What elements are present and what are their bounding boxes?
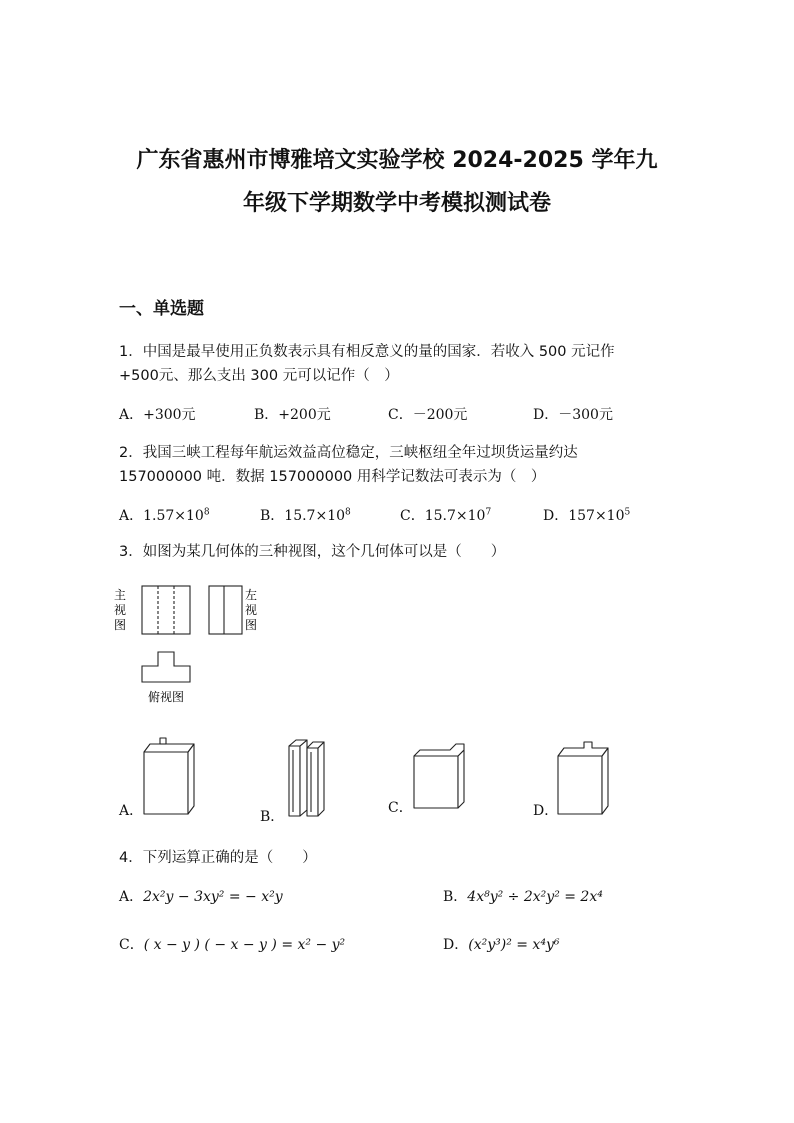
q1-option-c[interactable]: C．－200元 <box>388 407 468 423</box>
side-view-label-3: 图 <box>244 618 258 632</box>
q4-option-d-label: D． <box>443 937 469 953</box>
q2-option-b-base: 15.7×10 <box>284 508 346 524</box>
question-4-line1: 4．下列运算正确的是（ ） <box>119 850 317 866</box>
q3-option-b[interactable]: B． <box>260 809 285 825</box>
q4-option-a[interactable] <box>119 886 283 906</box>
q2-option-b[interactable] <box>260 505 351 525</box>
section-heading: 一、单选题 <box>119 299 204 319</box>
three-views-figure <box>110 580 280 710</box>
q3-option-a-solid <box>144 738 194 814</box>
question-2-line2: 157000000 吨．数据 157000000 用科学记数法可表示为（ ） <box>119 469 546 485</box>
question-3-line1: 3．如图为某几何体的三种视图，这个几何体可以是（ ） <box>119 544 506 560</box>
front-view-label-1: 主 <box>113 588 127 602</box>
side-view-label-2: 视 <box>244 603 258 617</box>
q2-option-c-label: C． <box>400 508 425 524</box>
side-view-label-1: 左 <box>244 588 258 602</box>
q3-option-c-solid <box>414 744 464 808</box>
question-1-line1: 1．中国是最早使用正负数表示具有相反意义的量的国家．若收入 500 元记作 <box>119 344 615 360</box>
q4-option-d-expr: (x²y³)² = x⁴y⁶ <box>468 937 560 953</box>
q3-option-d[interactable]: D． <box>533 803 559 819</box>
q2-option-b-exp: 8 <box>345 507 351 518</box>
side-view-drawing <box>209 586 242 634</box>
top-view-drawing <box>142 652 190 682</box>
q2-option-a[interactable] <box>119 505 210 525</box>
q2-option-c-exp: 7 <box>485 507 492 518</box>
q4-option-c-expr: ( x − y ) ( − x − y ) = x² − y² <box>143 937 346 953</box>
q1-option-d[interactable]: D．－300元 <box>533 407 613 423</box>
q1-option-b[interactable]: B．+200元 <box>254 407 331 423</box>
q2-option-a-base: 1.57×10 <box>143 508 204 524</box>
q4-option-c[interactable] <box>119 934 345 954</box>
q2-option-c-base: 15.7×10 <box>424 508 486 524</box>
q4-option-c-label: C． <box>119 937 144 953</box>
front-view-label-3: 图 <box>113 618 127 632</box>
front-view-drawing <box>142 586 190 634</box>
q4-option-d[interactable] <box>443 934 559 954</box>
q2-option-a-label: A． <box>119 508 144 524</box>
q3-option-d-solid <box>558 742 608 814</box>
q4-option-a-expr: 2x²y − 3xy² = − x²y <box>143 889 283 905</box>
q2-option-a-exp: 8 <box>203 507 210 518</box>
q4-option-a-label: A． <box>119 889 144 905</box>
q3-option-b-solid <box>289 740 324 816</box>
q3-option-a[interactable]: A． <box>119 803 144 819</box>
q2-option-b-label: B． <box>260 508 285 524</box>
question-2-line1: 2．我国三峡工程每年航运效益高位稳定，三峡枢纽全年过坝货运量约达 <box>119 445 578 461</box>
q4-option-b-label: B． <box>443 889 468 905</box>
top-view-label: 俯视图 <box>147 690 185 704</box>
page-title-line2: 年级下学期数学中考模拟测试卷 <box>242 191 551 216</box>
q2-option-d-label: D． <box>543 508 569 524</box>
q2-option-d-exp: 5 <box>624 507 631 518</box>
page-title-line1: 广东省惠州市博雅培文实验学校 2024-2025 学年九 <box>136 148 658 173</box>
q4-option-b[interactable] <box>443 886 603 906</box>
q2-option-d-base: 157×10 <box>568 508 625 524</box>
q1-option-a[interactable]: A．+300元 <box>119 407 196 423</box>
q4-option-b-expr: 4x⁸y² ÷ 2x²y² = 2x⁴ <box>467 889 603 905</box>
q2-option-d[interactable] <box>543 505 630 525</box>
front-view-label-2: 视 <box>113 603 127 617</box>
q2-option-c[interactable] <box>400 505 491 525</box>
q3-option-c[interactable]: C． <box>388 800 413 816</box>
question-1-line2: +500元、那么支出 300 元可以记作（ ） <box>119 368 399 384</box>
